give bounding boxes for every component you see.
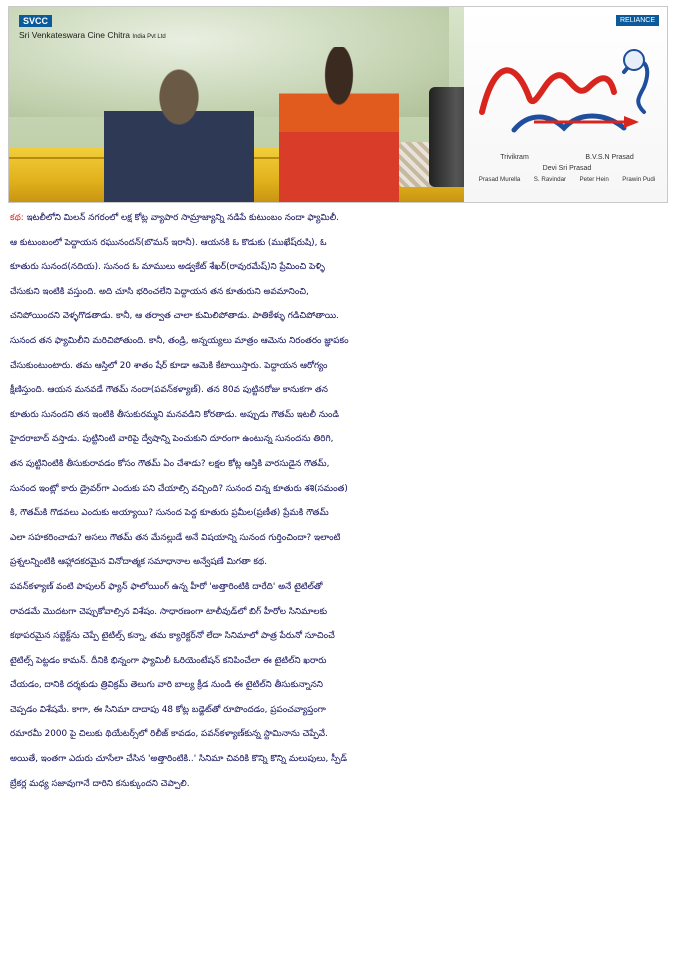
- reliance-logo: RELIANCE: [616, 15, 659, 26]
- article-line: రమారమీ 2000 పై చిలుకు థియేటర్స్‌లో రిలీజ్ కావడం, పవన్‌కళ్యాణ్‌కున్న స్టామినాను చెప్పేవే.: [10, 729, 328, 740]
- article-line: ఆ కుటుంబంలో పెద్దాయన రఘునందన్(బొమన్ ఇరానీ). ఆయనకి ఓ కొడుకు (ముఖేష్‌రుషి), ఓ: [10, 237, 327, 248]
- article-line: టైటిల్స్ పెట్టడం కామన్. దీనికి భిన్నంగా ఫ్యామిలీ ఓరియెంటేషన్ కనిపించేలా ఈ టైటిల్‌ని ఖరారు: [10, 655, 327, 666]
- article-line: కథ: ఇటలీలోని మిలన్ నగరంలో లక్ష కోట్ల వ్యాపార సామ్రాజ్యాన్ని నడిపే కుటుంబం నందా ఫ్యామిలీ.: [10, 213, 339, 223]
- movie-title-logo: [474, 42, 659, 137]
- credits-row: Prasad Murella S. Ravindar Peter Hein Prawin Pudi: [478, 176, 656, 183]
- article-line: చేసుకుని ఇంటికి వస్తుంది. అది చూసి భరించలేని పెద్దాయన తన కూతురుని అవమానించి,: [10, 286, 309, 297]
- article-line: కూతురు సునందని తన ఇంటికి తీసుకురమ్మని మనవడిని కోరతాడు. అప్పుడు గౌతమ్ ఇటలీ నుండి: [10, 409, 339, 420]
- credits-block: [472, 152, 662, 185]
- title-panel: [464, 7, 667, 202]
- production-logo: [19, 15, 166, 40]
- article-line: కి, గౌతమ్‌కి గొడవలు ఎందుకు అయ్యాయి? సునంద పెద్ద కూతురు ప్రమీల(ప్రణీత) ప్రేమకి గౌతమ్: [10, 508, 329, 519]
- svcc-badge: SVCC: [19, 15, 52, 27]
- article-line: బ్రేకర్ల మధ్య సజావుగానే దారిని కనుక్కుందని చెప్పాలి.: [10, 778, 190, 789]
- article-line: అయితే, ఇంతగా ఎదురు చూసేలా చేసిన 'అత్తారింటికి..' సినిమా చివరికి కొన్ని కొన్ని మలుపులు, స్పీడ్: [10, 754, 347, 765]
- article-line: చెప్పడం విశేషమే. కాగా, ఈ సినిమా దాదాపు 48 కోట్ల బడ్జెట్‌తో రూపొందడం, ప్రపంచవ్యాప్తంగా: [10, 704, 326, 715]
- story-label: కథ:: [10, 213, 24, 223]
- credits-row: Devi Sri Prasad: [542, 165, 592, 172]
- article-line: రావడమే మొదటగా చెప్పుకోవాల్సిన విశేషం. సాధారణంగా టాలీవుడ్‌లో బిగ్ హీరోల సినిమాలకు: [10, 606, 328, 617]
- actress-figure: [279, 47, 399, 202]
- article-line: హైదరాబాద్ వస్తాడు. పుట్టినింటి వారిపై ద్వేషాన్ని పెంచుకుని దూరంగా ఉంటున్న సునందను తిరిగి,: [10, 434, 334, 445]
- movie-banner: [8, 6, 668, 203]
- article-line: పవన్‌కళ్యాణ్ వంటి పాపులర్ ఫ్యాన్ ఫాలోయింగ్ ఉన్న హీరో 'అత్తారింటికి దారేది' అనే టైటిల్‌తో: [10, 581, 323, 592]
- article-line: ఎలా సహకరించాడు? అసలు గౌతమ్ తన మేనల్లుడే అనే విషయాన్ని సునంద గుర్తించిందా? ఇలాంటి: [10, 532, 341, 543]
- article-line: సునంద తన ఫ్యామిలీని మరిచిపోతుంది. కానీ, తండ్రి, అన్నయ్యలు మాత్రం ఆమెను నిరంతరం జ్ఞాపకం: [10, 335, 349, 346]
- article-line: క్షీణిస్తుంది. ఆయన మనవడే గౌతమ్ నందా(పవన్‌కళ్యాణ్). తన 80వ పుట్టినరోజు కానుకగా తన: [10, 385, 328, 396]
- article-line: తన పుట్టినింటికి తీసుకురావడం కోసం గౌతమ్ ఏం చేశాడు? లక్షల కోట్ల ఆస్తికి వారసుడైన గౌతమ్,: [10, 458, 330, 469]
- actor-figure: [104, 62, 254, 202]
- article-line: చేయడం, దానికి దర్శకుడు త్రివిక్రమ్ తెలుగు వారి బాల్య క్రీడ నుండి ఈ టైటిల్‌ని తీసుకున్నానని: [10, 680, 323, 691]
- article-line: ప్రశ్నలన్నింటికి ఆహ్లాదకరమైన వినోదాత్మక సమాధానాల అన్వేషణే మిగతా కథ.: [10, 557, 268, 568]
- article-line: చేసుకుంటుంటారు. తమ ఆస్తిలో 20 శాతం షేర్ కూడా ఆమెకి కేటాయిస్తారు. పెద్దాయన ఆరోగ్యం: [10, 360, 328, 371]
- credits-row: Trivikram B.V.S.N Prasad: [500, 154, 634, 161]
- article-line: కూతురు సునంద(నదియ). సునంద ఓ మాములు అడ్వకేట్ శేఖర్(రావురమేష్)ని ప్రేమించి పెళ్ళి: [10, 262, 325, 273]
- article-line: సునంద ఇంట్లో కారు డ్రైవర్‌గా ఎందుకు పని చేయాల్సి వచ్చింది? సునంద చిన్న కూతురు శశి(సమంత): [10, 483, 348, 494]
- article-line: కథాపరమైన సబ్జెక్ట్‌ను చెప్పే టైటిల్స్ కన్నా, తమ క్యారెక్టర్‌నో లేదా సినిమాలో పాత్ర పేరునో సూచించే: [10, 631, 335, 642]
- story-article: [10, 206, 670, 796]
- company-name: Sri Venkateswara Cine Chitra India Pvt Ltd: [19, 30, 166, 40]
- article-line: చనిపోయిందని వెళ్ళగొడతాడు. కానీ, ఆ తర్వాత చాలా కుమిలిపోతాడు. పాతికేళ్ళు గడిచిపోతాయి.: [10, 311, 339, 322]
